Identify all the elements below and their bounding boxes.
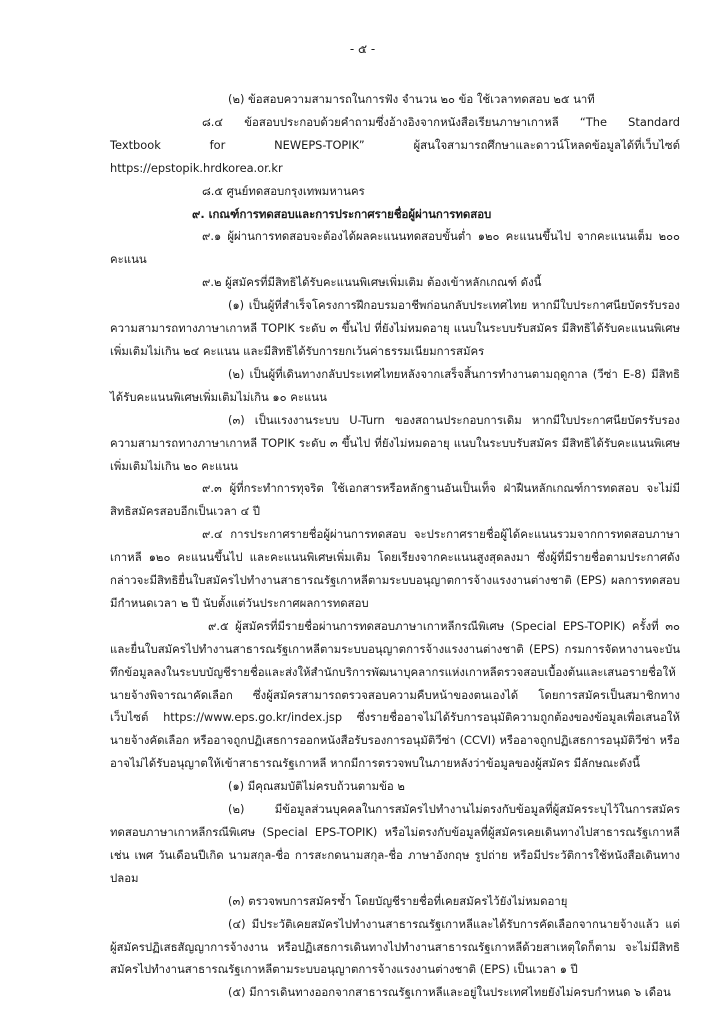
paragraph: (๒) ข้อสอบความสามารถในการฟัง จำนวน ๒๐ ข้อ ใช้เวลาทดสอบ ๒๕ นาที	[228, 92, 595, 106]
paragraph: (๑) มีคุณสมบัติไม่ครบถ้วนตามข้อ ๒	[228, 779, 405, 794]
paragraph: (๓) ตรวจพบการสมัครซ้ำ โดยบัญชีรายชื่อที่เคยสมัครไว้ยังไม่หมดอายุ	[228, 893, 568, 908]
paragraph: (๔) มีประวัติเคยสมัครไปทำงานสาธารณรัฐเกาหลีและได้รับการคัดเลือกจากนายจ้างแล้ว แต่ผู้สมัครปฏิเสธสัญญาการจ้างงาน หรือปฏิเสธการเดินทางไปทำงานสาธารณรัฐเกาหลีด้วยสาเหตุใดก็ตาม จะไม่มีสิทธิสมัครไปทำงานสาธารณรัฐเกาหลีตามระบบอนุญาตการจ้างแรงงานต่างชาติ (EPS) เป็นเวลา ๑ ปี	[110, 916, 680, 977]
paragraph: ๙.๔ การประกาศรายชื่อผู้ผ่านการทดสอบ จะประกาศรายชื่อผู้ได้คะแนนรวมจากการทดสอบภาษาเกาหลี ๑๒๐ คะแนนขึ้นไป และคะแนนพิเศษเพิ่มเติม โดยเรียงจากคะแนนสูงสุดลงมา ซึ่งผู้ที่มีรายชื่อตามประกาศดังกล่าวจะมีสิทธิยื่นใบสมัครไปทำงานสาธารณรัฐเกาหลีตามระบบอนุญาตการจ้างแรงงานต่างชาติ (EPS) ผลการทดสอบมีกำหนดเวลา ๒ ปี นับตั้งแต่วันประกาศผลการทดสอบ	[110, 527, 680, 610]
document-body	[110, 88, 680, 1004]
section-heading: ๙. เกณฑ์การทดสอบและการประกาศรายชื่อผู้ผ่านการทดสอบ	[192, 206, 492, 221]
paragraph: (๓) เป็นแรงงานระบบ U-Turn ของสถานประกอบการเดิม หากมีใบประกาศนียบัตรรับรองความสามารถทางภาษาเกาหลี TOPIK ระดับ ๓ ขึ้นไป ที่ยังไม่หมดอายุ แนบในระบบรับสมัคร มีสิทธิได้รับคะแนนพิเศษเพิ่มเติมไม่เกิน ๒๐ คะแนน	[110, 412, 680, 473]
paragraph: (๒) เป็นผู้ที่เดินทางกลับประเทศไทยหลังจากเสร็จสิ้นการทำงานตามฤดูกาล (วีซ่า E-8) มีสิทธิได้รับคะแนนพิเศษเพิ่มเติมไม่เกิน ๑๐ คะแนน	[110, 366, 680, 404]
paragraph: ๘.๕ ศูนย์ทดสอบกรุงเทพมหานคร	[202, 183, 365, 198]
paragraph: ๙.๕ ผู้สมัครที่มีรายชื่อผ่านการทดสอบภาษาเกาหลีกรณีพิเศษ (Special EPS-TOPIK) ครั้งที่ ๓๐ และยื่นใบสมัครไปทำงานสาธารณรัฐเกาหลีตามระบบอนุญาตการจ้างแรงงานต่างชาติ (EPS) กรมการจัดหางานจะบันทึกข้อมูลลงในระบบบัญชีรายชื่อและส่งให้สำนักบริการพัฒนาบุคลากรแห่งเกาหลีตรวจสอบเบื้องต้นและเสนอรายชื่อให้นายจ้างพิจารณาคัดเลือก ซึ่งผู้สมัครสามารถตรวจสอบความคืบหน้าของตนเองได้ โดยการสมัครเป็นสมาชิกทางเว็บไซต์ https://www.eps.go.kr/index.jsp ซึ่งรายชื่ออาจไม่ได้รับการอนุมัติความถูกต้องของข้อมูลเพื่อเสนอให้นายจ้างคัดเลือก หรืออาจถูกปฏิเสธการออกหนังสือรับรองการอนุมัติวีซ่า (CCVI) หรืออาจถูกปฏิเสธการอนุมัติวีซ่า หรืออาจไม่ได้รับอนุญาตให้เข้าสาธารณรัฐเกาหลี หากมีการตรวจพบในภายหลังว่าข้อมูลของผู้สมัคร มีลักษณะดังนี้	[110, 618, 680, 771]
paragraph: ๙.๓ ผู้ที่กระทำการทุจริต ใช้เอกสารหรือหลักฐานอันเป็นเท็จ ฝ่าฝืนหลักเกณฑ์การทดสอบ จะไม่มีสิทธิสมัครสอบอีกเป็นเวลา ๔ ปี	[110, 481, 680, 519]
paragraph: (๒) มีข้อมูลส่วนบุคคลในการสมัครไปทำงานไม่ตรงกับข้อมูลที่ผู้สมัครระบุไว้ในการสมัครทดสอบภาษาเกาหลีกรณีพิเศษ (Special EPS-TOPIK) หรือไม่ตรงกับข้อมูลที่ผู้สมัครเคยเดินทางไปสาธารณรัฐเกาหลี เช่น เพศ วันเดือนปีเกิด นามสกุล-ชื่อ การสะกดนามสกุล-ชื่อ ภาษาอังกฤษ รูปถ่าย หรือมีประวัติการใช้หนังสือเดินทางปลอม	[110, 802, 680, 885]
paragraph: ๙.๑ ผู้ผ่านการทดสอบจะต้องได้ผลคะแนนทดสอบขั้นต่ำ ๑๒๐ คะแนนขึ้นไป จากคะแนนเต็ม ๒๐๐ คะแนน	[110, 229, 680, 267]
paragraph: (๕) มีการเดินทางออกจากสาธารณรัฐเกาหลีและอยู่ในประเทศไทยยังไม่ครบกำหนด ๖ เดือน	[228, 985, 671, 1000]
paragraph: ๙.๒ ผู้สมัครที่มีสิทธิได้รับคะแนนพิเศษเพิ่มเติม ต้องเข้าหลักเกณฑ์ ดังนี้	[202, 275, 542, 290]
paragraph: ๘.๔ ข้อสอบประกอบด้วยคำถามซึ่งอ้างอิงจากหนังสือเรียนภาษาเกาหลี “The Standard Textbook for NEWEPS-TOPIK” ผู้สนใจสามารถศึกษาและดาวน์โหลดข้อมูลได้ที่เว็บไซต์ https://epstopik.hrdkorea.or.kr	[110, 114, 680, 175]
paragraph: (๑) เป็นผู้ที่สำเร็จโครงการฝึกอบรมอาชีพก่อนกลับประเทศไทย หากมีใบประกาศนียบัตรรับรองความสามารถทางภาษาเกาหลี TOPIK ระดับ ๓ ขึ้นไป ที่ยังไม่หมดอายุ แนบในระบบรับสมัคร มีสิทธิได้รับคะแนนพิเศษเพิ่มเติมไม่เกิน ๒๔ คะแนน และมีสิทธิได้รับการยกเว้นค่าธรรมเนียมการสมัคร	[110, 298, 680, 358]
page-number: - ๕ -	[349, 42, 376, 56]
